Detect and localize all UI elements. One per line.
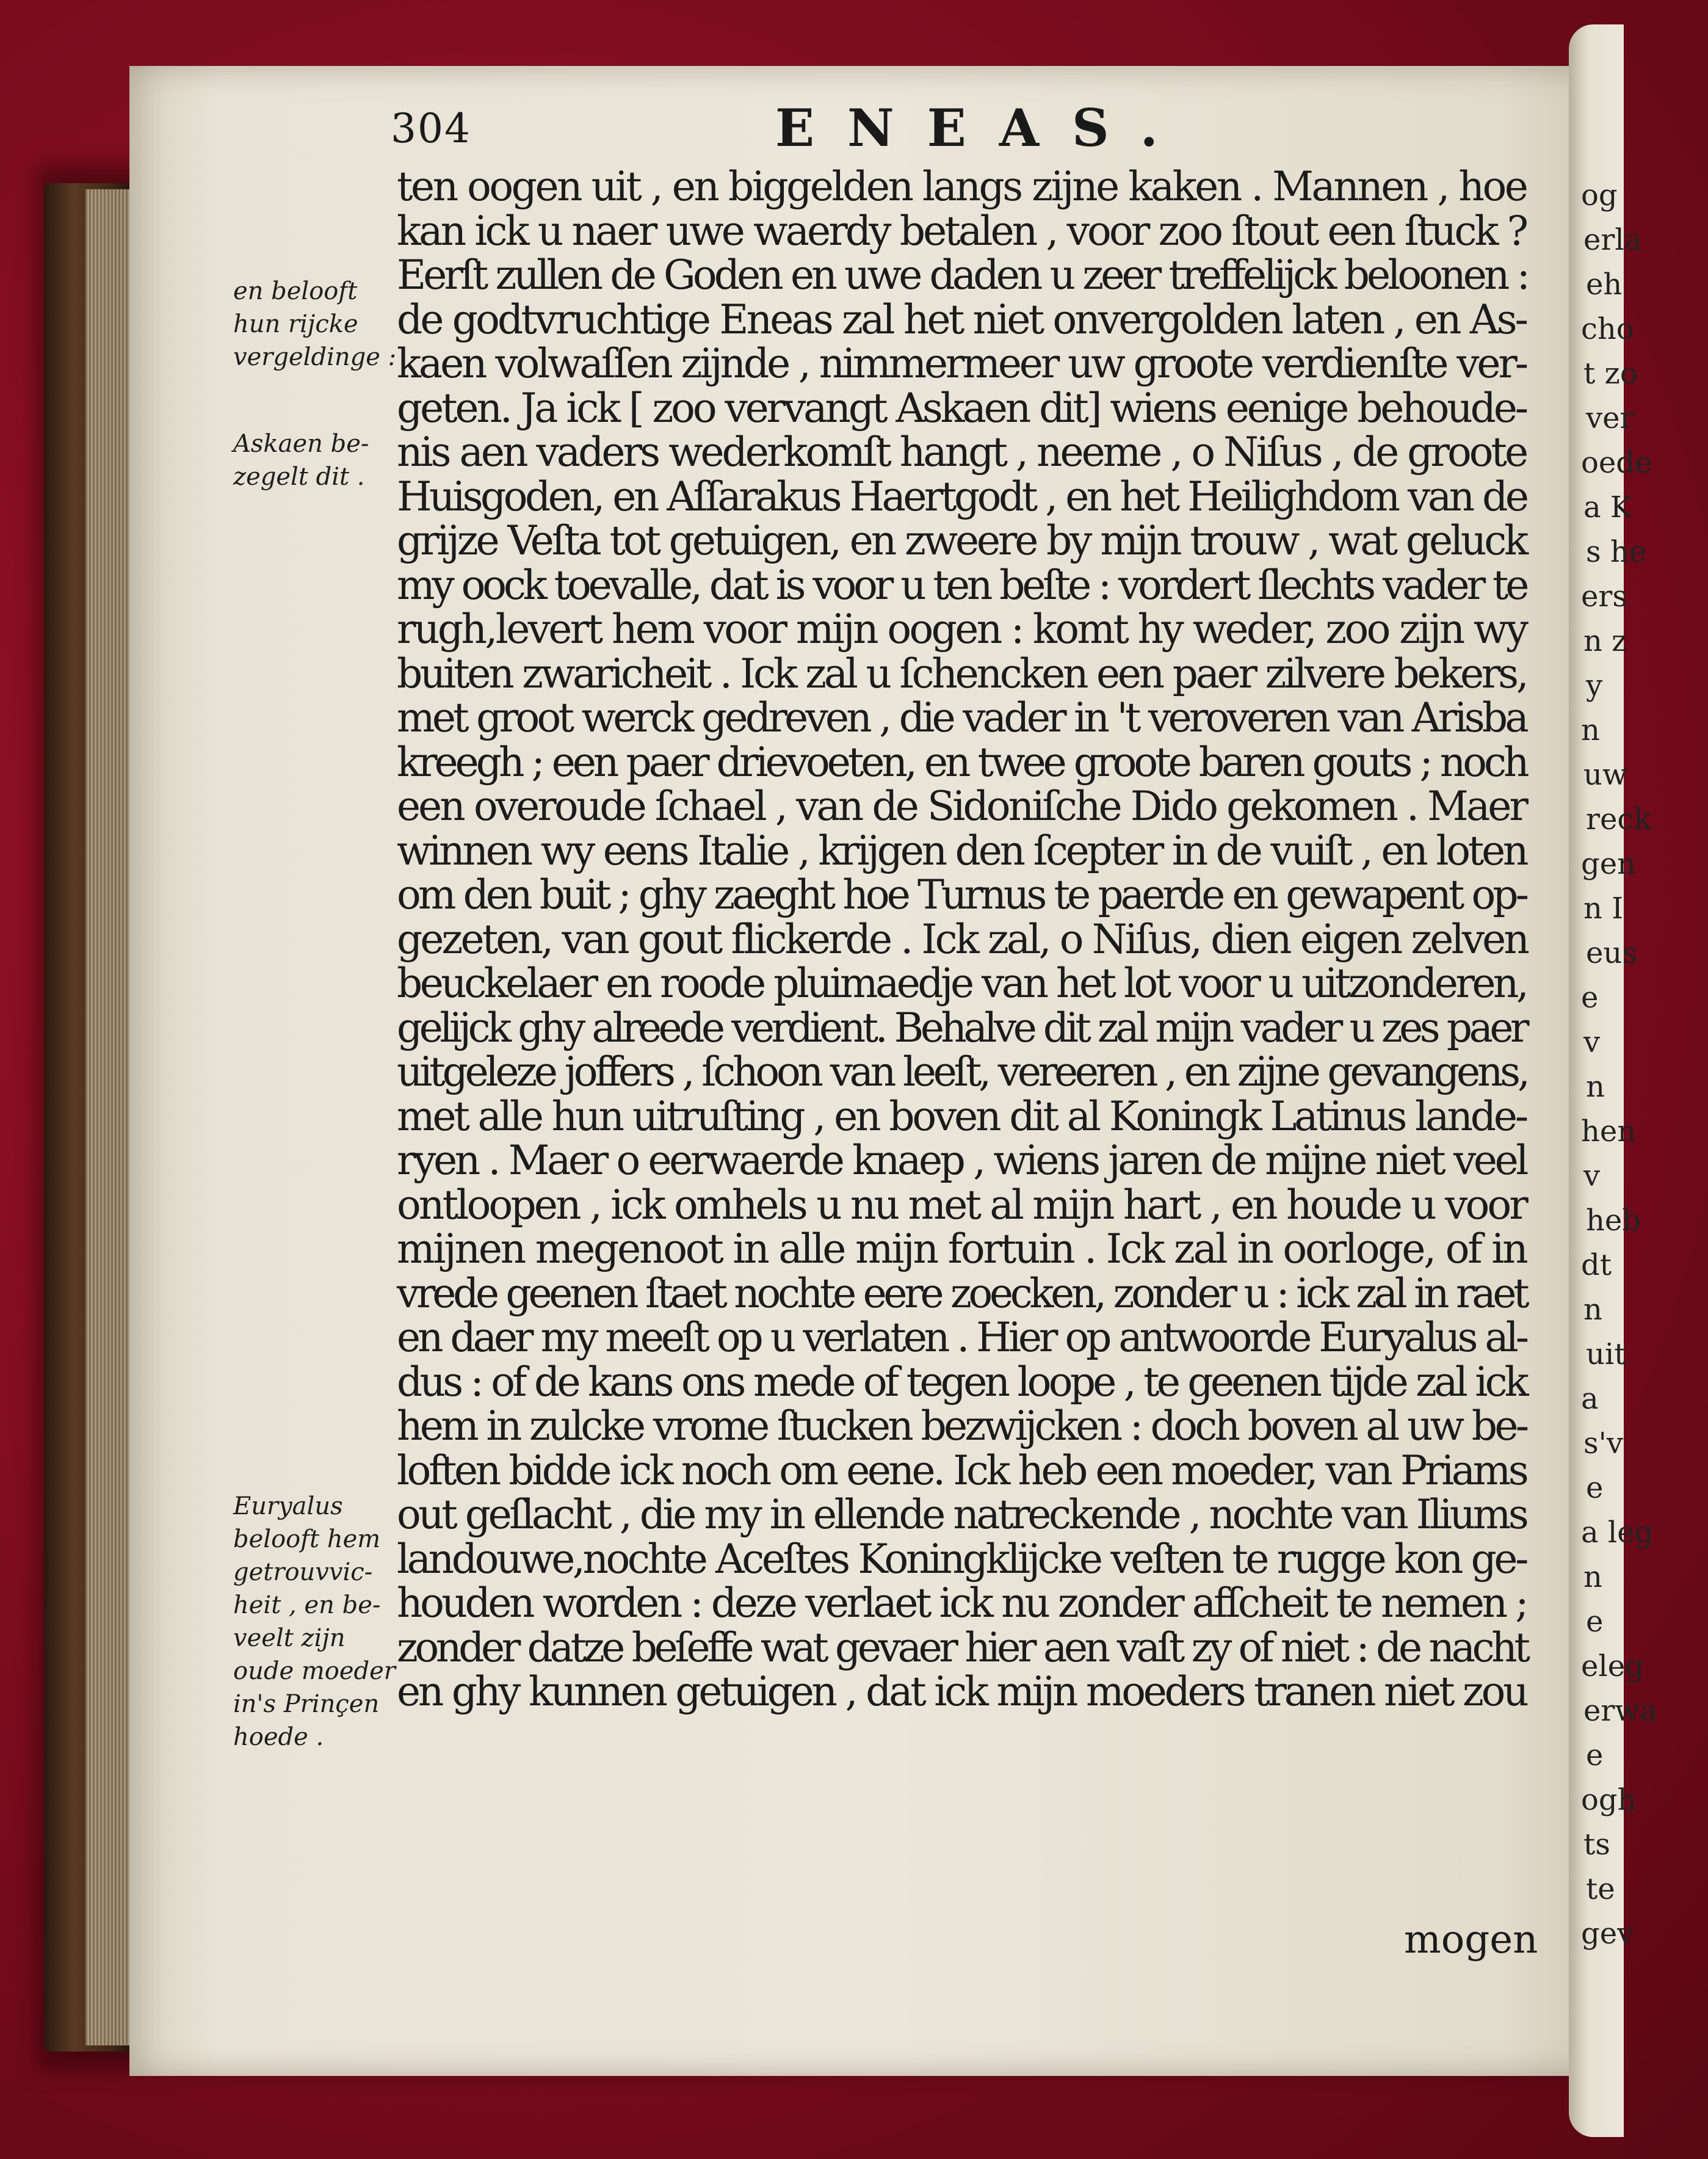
text-line: een overoude ſchael , van de Sidoniſche Dido gekomen . Maer [397, 783, 1527, 830]
text-line: Eerſt zullen de Goden en uwe daden u zeer treffelijck beloonen : [397, 252, 1528, 299]
text-line: met groot werck gedreven , die vader in 't veroveren van Arisba [397, 694, 1526, 741]
text-line: ryen . Maer o eerwaerde knaep , wiens jaren de mijne niet veel [397, 1137, 1526, 1184]
facing-page-text: v [1583, 1025, 1601, 1059]
facing-page-text: te [1586, 1872, 1615, 1906]
text-line: geten. Ja ick [ zoo vervangt Askaen dit] wiens eenige behoude- [397, 384, 1526, 432]
facing-page-text: t zo [1583, 357, 1638, 391]
margin-note [233, 427, 398, 493]
facing-page-text: dt [1581, 1248, 1612, 1282]
facing-page-text: ers [1581, 579, 1627, 614]
facing-page-text: n [1586, 1070, 1605, 1104]
text-line: landouwe,nochte Aceſtes Koningklijcke veſten te rugge kon ge- [397, 1535, 1526, 1583]
facing-page-text: cho [1581, 312, 1634, 346]
text-line: de godtvruchtige Eneas zal het niet onvergolden laten , en As- [397, 296, 1527, 343]
facing-page-text: n I [1583, 891, 1624, 926]
text-line: dus : of de kans ons mede of tegen loope , te geenen tijde zal ick [397, 1358, 1526, 1406]
facing-page [1569, 24, 1658, 2137]
facing-page-text: a [1581, 1382, 1599, 1416]
text-line: zonder datze beſeffe wat gevaer hier aen vaſt zy of niet : de nacht [397, 1624, 1527, 1671]
text-line: met alle hun uitruſting , en boven dit al Koningk Latinus lande- [397, 1092, 1526, 1140]
margin-note [233, 1490, 398, 1754]
text-line: houden worden : deze verlaet ick nu zonder afſcheit te nemen ; [397, 1580, 1527, 1627]
margin-note-line: oude moeder [233, 1657, 396, 1685]
text-line: ontloopen , ick omhels u nu met al mijn hart , en houde u voor [397, 1181, 1526, 1228]
facing-page-text: eh [1586, 267, 1623, 302]
facing-page-text: erwa [1583, 1694, 1658, 1728]
facing-page-text: n [1581, 713, 1600, 747]
margin-note-line: veelt zijn [233, 1624, 346, 1652]
facing-page-text: ts [1583, 1827, 1610, 1862]
facing-page-text: og [1581, 178, 1618, 212]
margin-note-line: heit , en be- [233, 1591, 381, 1619]
text-line: gelijck ghy alreede verdient. Behalve dit zal mijn vader u zes paer [397, 1004, 1527, 1051]
margin-note-line: en belooft [233, 277, 358, 305]
text-line: ten oogen uit , en biggelden langs zijne kaken . Mannen , hoe [397, 163, 1527, 210]
catchword: mogen [1404, 1917, 1538, 1962]
facing-page-text: s he [1586, 535, 1647, 569]
margin-note-line: getrouvvic- [233, 1558, 373, 1586]
facing-page-text: n [1583, 1560, 1602, 1594]
running-head: ENEAS. [775, 98, 1191, 158]
facing-page-text: uit [1586, 1337, 1626, 1371]
facing-page-text: heb [1586, 1203, 1641, 1238]
text-line: en ghy kunnen getuigen , dat ick mijn moeders tranen niet zou [397, 1668, 1527, 1715]
text-line: hem in zulcke vrome ſtucken bezwijcken : doch boven al uw be- [397, 1402, 1527, 1450]
facing-page-text: reck [1586, 802, 1652, 836]
facing-page-text: e [1586, 1471, 1604, 1505]
facing-page-text: a K [1583, 490, 1632, 524]
text-line: my oock toevalle, dat is voor u ten beſte : vordert ſlechts vader te [397, 561, 1527, 609]
facing-page-text: e [1581, 981, 1599, 1015]
text-line: en daer my meeſt op u verlaten . Hier op antwoorde Euryalus al- [397, 1314, 1526, 1361]
facing-page-text: eleg [1581, 1649, 1644, 1683]
facing-page-text: e [1586, 1738, 1604, 1773]
text-line: vrede geenen ſtaet nochte eere zoecken, zonder u : ick zal in raet [397, 1269, 1527, 1317]
text-line: kan ick u naer uwe waerdy betalen , voor zoo ſtout een ſtuck ? [397, 207, 1527, 255]
margin-note-line: hoede . [233, 1723, 324, 1751]
margin-note-line: in's Prinçen [233, 1690, 380, 1718]
text-line: mijnen megenoot in alle mijn fortuin . Ick zal in oorloge, of in [397, 1225, 1527, 1272]
text-line: kaen volwaſſen zijnde , nimmermeer uw groote verdienſte ver- [397, 340, 1526, 387]
margin-note-line: Askaen be- [233, 430, 369, 458]
text-line: buiten zwaricheit . Ick zal u ſchencken een paer zilvere bekers, [397, 650, 1527, 697]
text-line: out geſlacht , die my in ellende natreckende , nochte van Iliums [397, 1491, 1527, 1538]
text-line: rugh,levert hem voor mijn oogen : komt hy weder, zoo zijn wy [397, 606, 1527, 653]
facing-page-text: s'v [1583, 1426, 1623, 1461]
facing-page-text: hen [1581, 1114, 1637, 1148]
facing-page-text: e [1586, 1605, 1604, 1639]
text-line: beuckelaer en roode pluimaedje van het lot voor u uitzonderen, [397, 960, 1527, 1007]
text-line: nis aen vaders wederkomſt hangt , neeme , o Niſus , de groote [397, 429, 1527, 476]
facing-page-text: y [1586, 669, 1603, 703]
margin-note-line: vergeldinge : [233, 343, 397, 371]
margin-note-line: hun rijcke [233, 310, 358, 338]
page-number: 304 [391, 105, 471, 152]
page-header [391, 98, 1538, 165]
facing-page-text: oede [1581, 446, 1652, 480]
facing-page-text: ogh [1581, 1783, 1637, 1817]
facing-page-text: uw [1583, 758, 1627, 792]
text-line: om den buit ; ghy zaeght hoe Turnus te paerde en gewapent op- [397, 871, 1526, 918]
body-text [397, 165, 1526, 1715]
text-line: loften bidde ick noch om eene. Ick heb een moeder, van Priams [397, 1446, 1527, 1494]
text-line: Huisgoden, en Aſſarakus Haertgodt , en het Heilighdom van de [397, 473, 1527, 520]
facing-page-text: eus [1586, 936, 1637, 970]
facing-page-text: a leg [1581, 1515, 1654, 1550]
margin-note [233, 275, 398, 374]
facing-page-text: gev [1581, 1917, 1634, 1951]
facing-page-text: n z [1583, 624, 1627, 658]
text-line: uitgeleze joffers , ſchoon van leeſt, vereeren , en zijne gevangens, [397, 1048, 1527, 1095]
text-line: grijze Veſta tot getuigen, en zweere by mijn trouw , wat geluck [397, 517, 1526, 564]
facing-page-text: erla [1583, 223, 1642, 257]
facing-page-text: v [1583, 1159, 1601, 1193]
text-line: gezeten, van gout flickerde . Ick zal, o Niſus, dien eigen zelven [397, 915, 1527, 963]
margin-note-line: zegelt dit . [233, 463, 365, 491]
facing-page-text: ver [1586, 401, 1634, 435]
facing-page-text: gen [1581, 847, 1637, 881]
margin-note-line: belooft hem [233, 1525, 381, 1553]
text-line: kreegh ; een paer drievoeten, en twee groote baren gouts ; noch [397, 738, 1527, 786]
margin-note-line: Euryalus [233, 1492, 343, 1520]
facing-page-text: n [1583, 1293, 1602, 1327]
text-line: winnen wy eens Italie , krijgen den ſcepter in de vuiſt , en loten [397, 827, 1527, 874]
